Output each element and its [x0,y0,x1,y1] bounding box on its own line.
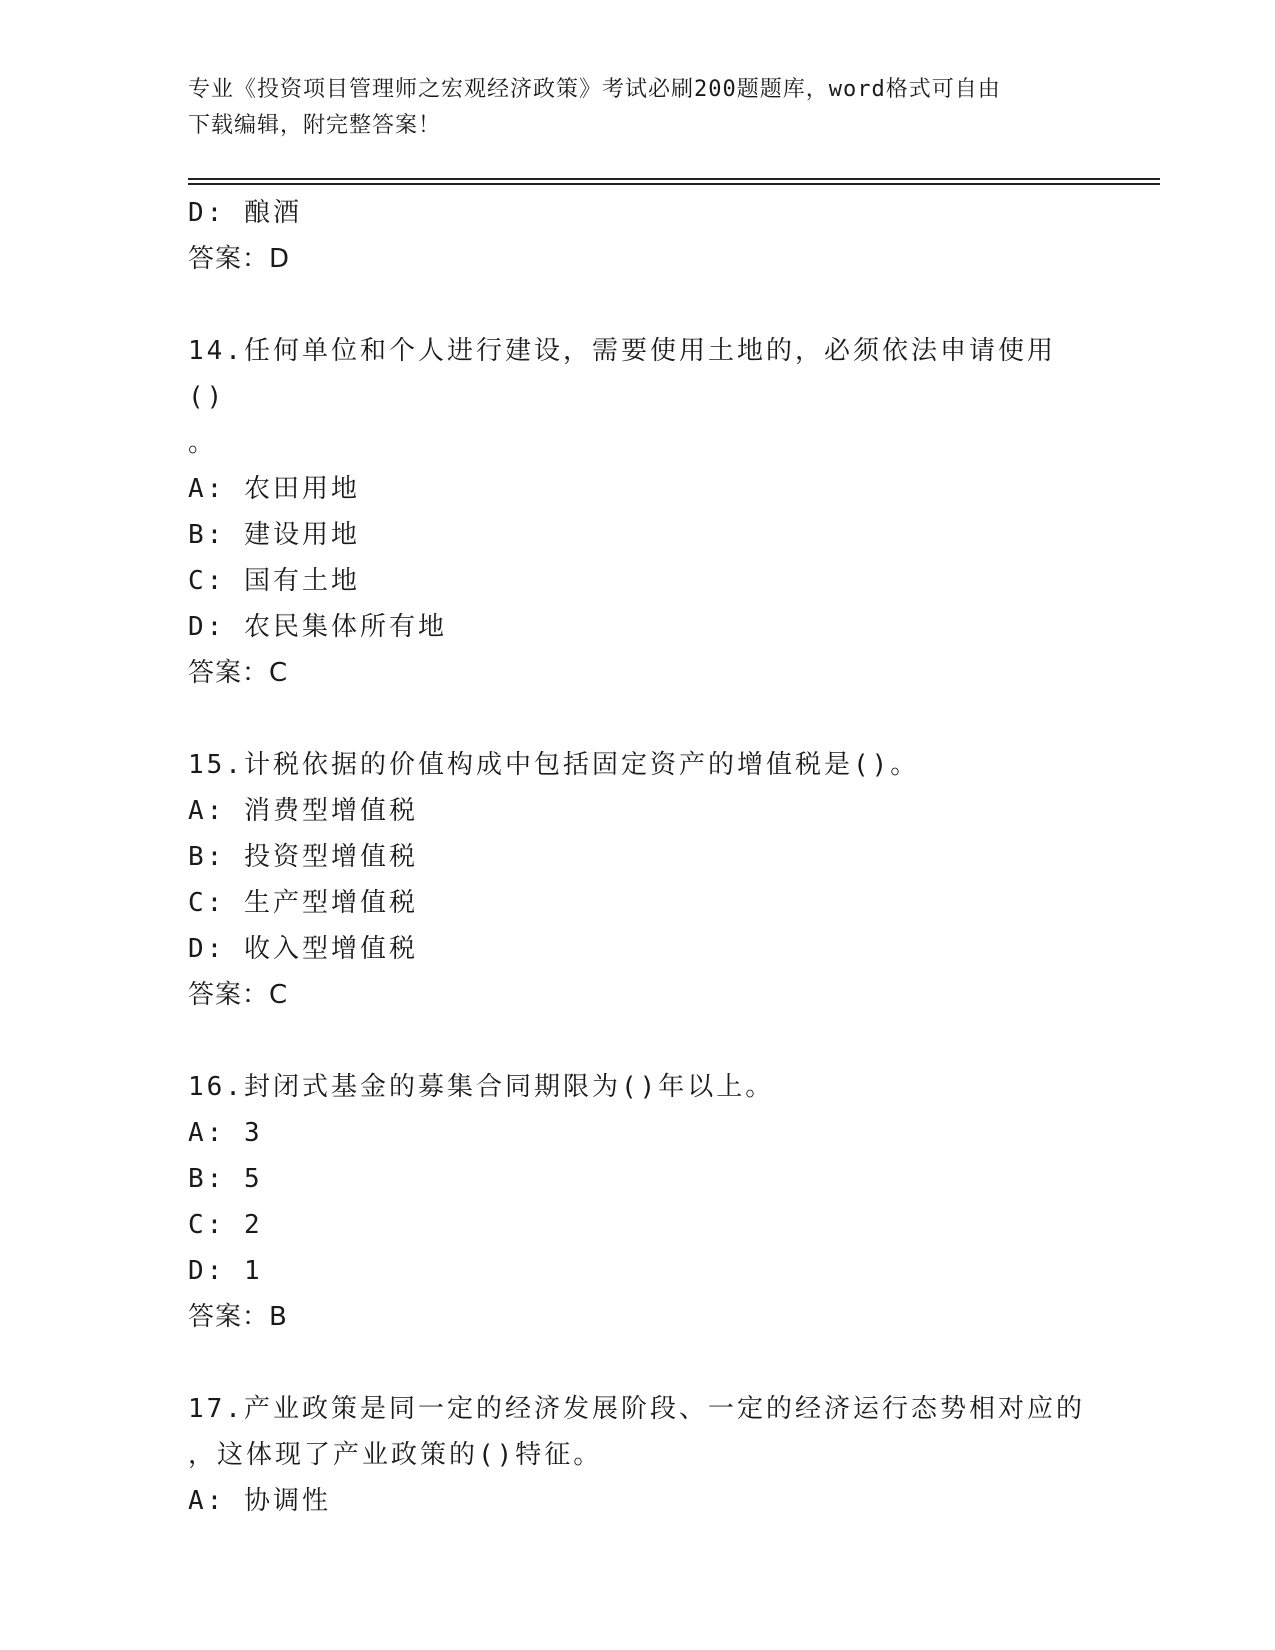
question-15-option-b: B: 投资型增值税 [188,842,418,872]
question-list [188,190,1088,1524]
header-divider-bottom [188,183,1160,185]
question-15-option-c: C: 生产型增值税 [188,888,418,918]
question-14-option-b: B: 建设用地 [188,520,360,550]
question-16-option-d: D: 1 [188,1256,263,1286]
question-17-text: 17.产业政策是同一定的经济发展阶段、一定的经济运行态势相对应的 ，这体现了产业政策的()特征。 [188,1394,1085,1470]
header-line-2: 下载编辑，附完整答案！ [188,113,442,138]
question-16-option-b: B: 5 [188,1164,263,1194]
question-15-option-a: A: 消费型增值税 [188,796,418,826]
question-16-answer: 答案：B [188,1302,288,1332]
question-14-text: 14.任何单位和个人进行建设，需要使用土地的，必须依法申请使用() 。 [188,336,1056,458]
question-14-answer: 答案：C [188,658,289,688]
question-17-option-a: A: 协调性 [188,1486,331,1516]
question-16-text: 16.封闭式基金的募集合同期限为()年以上。 [188,1072,775,1102]
header-line-1: 专业《投资项目管理师之宏观经济政策》考试必刷200题题库，word格式可自由 [188,77,1001,102]
question-15-option-d: D: 收入型增值税 [188,934,418,964]
question-16-option-a: A: 3 [188,1118,263,1148]
header-divider-top [188,178,1160,180]
prev-option-d: D: 酿酒 [188,198,302,228]
question-15-text: 15.计税依据的价值构成中包括固定资产的增值税是()。 [188,750,920,780]
document-header [188,72,1088,144]
question-14-option-a: A: 农田用地 [188,474,360,504]
prev-answer: 答案：D [188,244,291,274]
question-14-option-d: D: 农民集体所有地 [188,612,447,642]
question-14-option-c: C: 国有土地 [188,566,360,596]
question-15-answer: 答案：C [188,980,289,1010]
question-16-option-c: C: 2 [188,1210,263,1240]
